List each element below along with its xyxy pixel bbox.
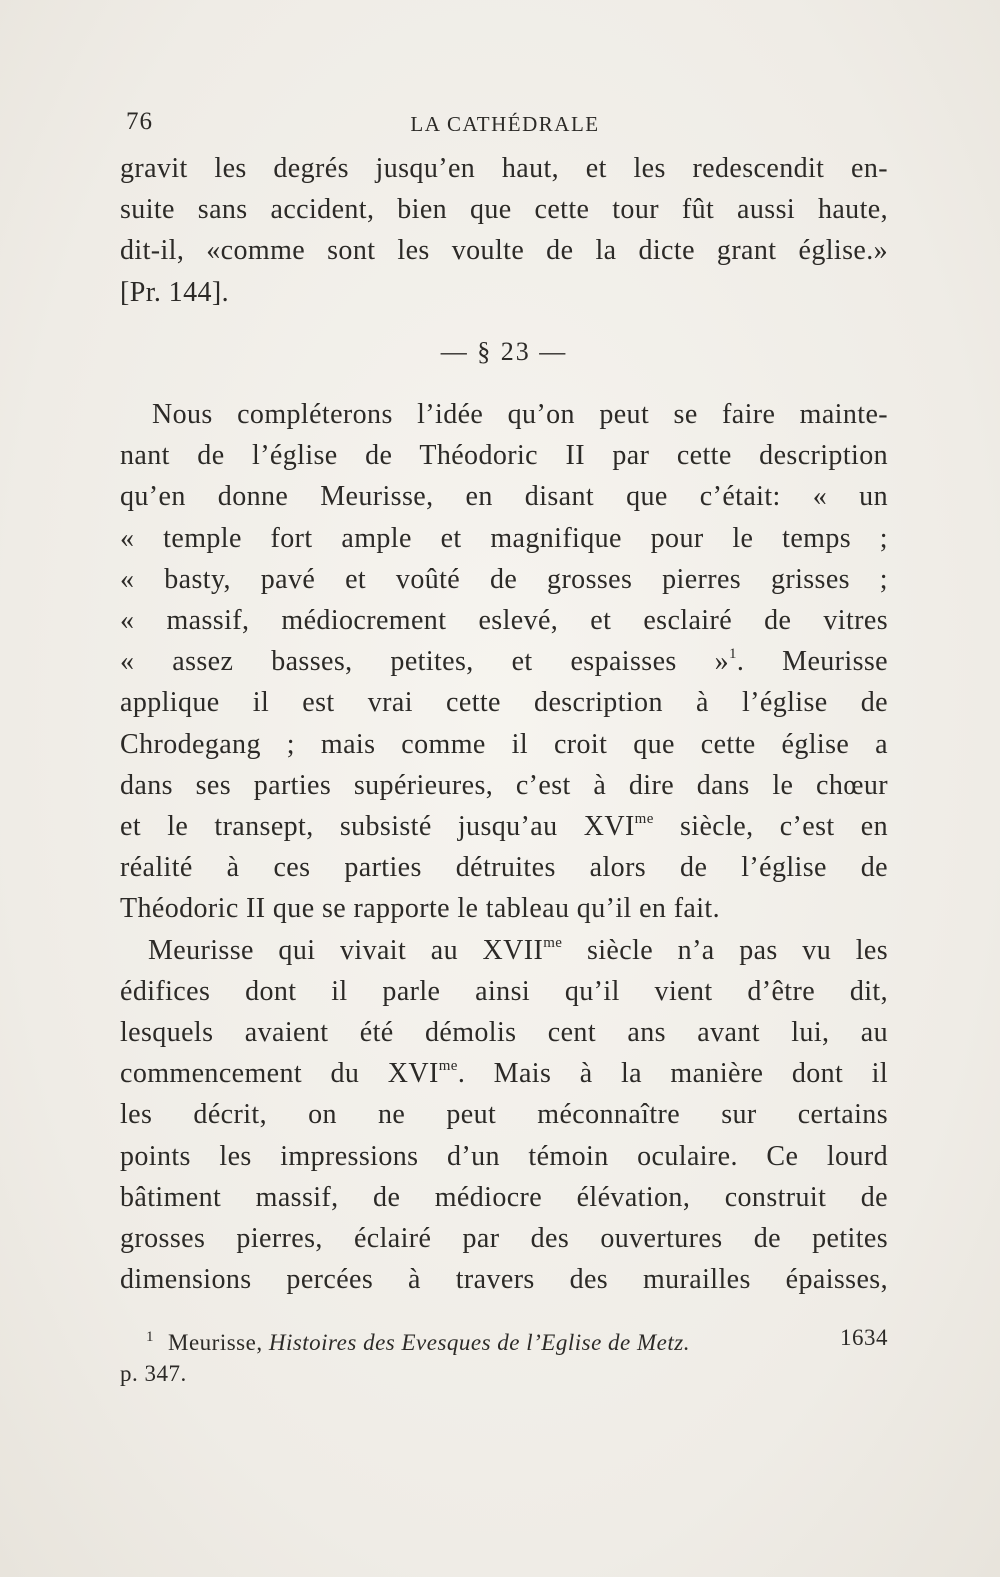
paragraph-1: [120, 148, 888, 313]
footnote-page: p. 347.: [120, 1361, 187, 1386]
text-line: bâtiment massif, de médiocre élévation, construit de: [120, 1181, 888, 1213]
text-line: Chrodegang ; mais comme il croit que cette église a: [120, 728, 888, 760]
text-line: « basty, pavé et voûté de grosses pierres grisses ;: [120, 563, 888, 595]
running-head: [122, 108, 888, 142]
footnote-author: Meurisse,: [168, 1330, 263, 1355]
text-line: lesquels avaient été démolis cent ans avant lui, au: [120, 1017, 888, 1049]
footnote-marker: 1: [728, 646, 737, 663]
line-tail: . Mais à la manière dont il: [457, 1058, 888, 1090]
text-line: « temple fort ample et magnifique pour le temps ;: [120, 522, 888, 554]
text-line: édifices dont il parle ainsi qu’il vient d’être dit,: [120, 975, 888, 1007]
text-line: les décrit, on ne peut méconnaître sur certains: [120, 1099, 888, 1131]
text-line: Théodoric II que se rapporte le tableau qu’il en fait.: [120, 893, 721, 925]
text-line: qu’en donne Meurisse, en disant que c’était: « un: [120, 481, 888, 513]
text-line: [120, 641, 888, 682]
line-tail: siècle, c’est en: [653, 811, 889, 843]
text-line: [120, 930, 888, 971]
running-title: LA CATHÉDRALE: [410, 112, 600, 136]
text-line: points les impressions d’un témoin oculaire. Ce lourd: [120, 1140, 888, 1172]
text-line: [Pr. 144].: [120, 276, 229, 308]
text-line: suite sans accident, bien que cette tour fût aussi haute,: [120, 194, 888, 226]
section-heading: — § 23 —: [440, 336, 568, 366]
text-line: dimensions percées à travers des murailles épaisses,: [120, 1264, 888, 1296]
text-line: [120, 806, 888, 847]
footnote: [120, 1322, 888, 1389]
footnote-year: 1634: [840, 1325, 888, 1350]
text-line: gravit les degrés jusqu’en haut, et les redescendit en-: [120, 153, 888, 184]
footnote-number: 1: [146, 1329, 154, 1345]
line-tail: . Meurisse: [736, 646, 888, 678]
text-line: [120, 1053, 888, 1094]
paragraph-3: [120, 930, 888, 1301]
text-line: réalité à ces parties détruites alors de l’église de: [120, 852, 888, 884]
text-line: dit-il, «comme sont les voulte de la dicte grant église.»: [120, 235, 888, 267]
text-line: « massif, médiocrement eslevé, et esclairé de vitres: [120, 605, 888, 637]
body-text: [120, 148, 888, 1300]
line-head: commencement du XVI: [120, 1058, 439, 1090]
text-line: Nous compléterons l’idée qu’on peut se faire mainte-: [152, 399, 888, 431]
text-line: nant de l’église de Théodoric II par cette description: [120, 440, 888, 472]
text-line: grosses pierres, éclairé par des ouvertures de petites: [120, 1223, 888, 1255]
line-head: et le transept, subsisté jusqu’au XVI: [120, 811, 635, 843]
line-head: Meurisse qui vivait au XVII: [148, 934, 544, 966]
ordinal-sup: me: [543, 934, 563, 951]
paragraph-2: [120, 394, 888, 930]
ordinal-sup: me: [634, 811, 654, 828]
footnote-title: Histoires des Evesques de l’Eglise de Metz.: [268, 1330, 690, 1355]
ordinal-sup: me: [438, 1058, 458, 1075]
quote-end: « assez basses, petites, et espaisses »: [120, 646, 729, 678]
line-tail: siècle n’a pas vu les: [562, 934, 888, 966]
text-line: dans ses parties supérieures, c’est à dire dans le chœur: [120, 769, 888, 801]
text-line: applique il est vrai cette description à l’église de: [120, 687, 888, 719]
page-number: 76: [126, 108, 153, 135]
